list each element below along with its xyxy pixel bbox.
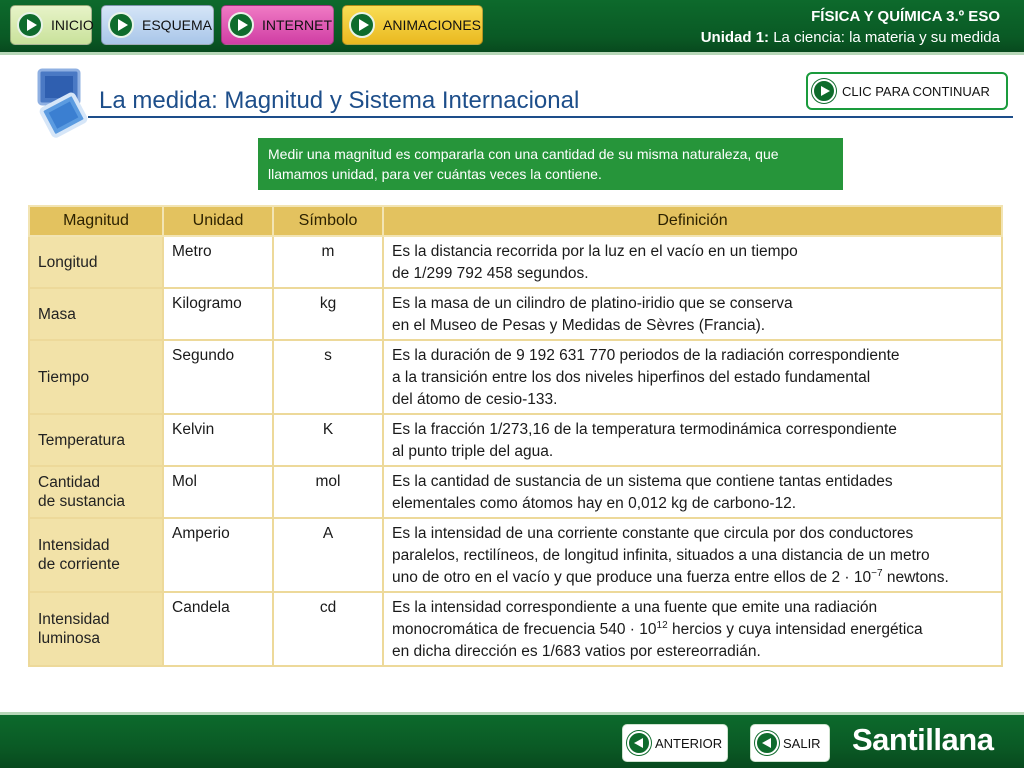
- exponent: 12: [656, 619, 668, 631]
- play-icon: [17, 12, 43, 38]
- definicion-line: en dicha dirección es 1/683 vatios por estereorradián.: [392, 643, 761, 660]
- unidad-cell: Segundo: [163, 340, 273, 414]
- brand-logo: Santillana: [852, 722, 994, 757]
- continue-label: CLIC PARA CONTINUAR: [842, 83, 990, 99]
- internet-button[interactable]: [221, 5, 334, 45]
- definicion-cell: [383, 236, 1002, 288]
- anterior-button[interactable]: [622, 724, 728, 762]
- definicion-line: Es la intensidad de una corriente constante que circula por dos conductores: [392, 525, 914, 542]
- si-units-table: [28, 205, 1003, 667]
- magnitud-cell: Masa: [29, 288, 163, 340]
- header-simbolo: Símbolo: [273, 206, 383, 236]
- definicion-line: de 1/299 792 458 segundos.: [392, 265, 589, 282]
- magnitud-line: Cantidad: [38, 474, 101, 491]
- magnitud-cell: [29, 592, 163, 666]
- header-magnitud: Magnitud: [29, 206, 163, 236]
- header-definicion: Definición: [383, 206, 1002, 236]
- back-arrow-icon: [627, 731, 651, 755]
- table-row: [29, 340, 1002, 414]
- table-row: [29, 288, 1002, 340]
- definicion-line: al punto triple del agua.: [392, 443, 554, 460]
- definicion-line: Es la cantidad de sustancia de un sistema que contiene tantas entidades: [392, 473, 893, 490]
- definicion-line: paralelos, rectilíneos, de longitud infinita, situados a una distancia de un metro: [392, 547, 930, 564]
- definicion-line: elementales como átomos hay en 0,012 kg de carbono-12.: [392, 495, 797, 512]
- definition-box: Medir una magnitud es compararla con una cantidad de su misma naturaleza, que llamamos unidad, para ver cuántas veces la contiene.: [258, 138, 843, 190]
- inicio-button[interactable]: [10, 5, 92, 45]
- definicion-line: Es la masa de un cilindro de platino-iridio que se conserva: [392, 295, 793, 312]
- table-row: [29, 414, 1002, 466]
- magnitud-line: Intensidad: [38, 611, 110, 628]
- inicio-label: INICIO: [51, 17, 94, 33]
- magnitud-cell: [29, 466, 163, 518]
- simbolo-cell: K: [273, 414, 383, 466]
- definicion-line: Es la distancia recorrida por la luz en el vacío en un tiempo: [392, 243, 798, 260]
- definicion-text: newtons.: [882, 569, 949, 586]
- definicion-line: a la transición entre los dos niveles hiperfinos del estado fundamental: [392, 369, 871, 386]
- magnitud-line: de corriente: [38, 556, 120, 573]
- course-info: [701, 7, 1000, 48]
- magnitud-line: de sustancia: [38, 493, 126, 510]
- simbolo-cell: s: [273, 340, 383, 414]
- definicion-text: monocromática de frecuencia 540 · 10: [392, 621, 657, 638]
- play-icon: [108, 12, 134, 38]
- top-bar-divider: [0, 52, 1024, 55]
- magnitud-cell: Temperatura: [29, 414, 163, 466]
- definicion-line: [392, 619, 993, 641]
- table-row: [29, 466, 1002, 518]
- animaciones-button[interactable]: [342, 5, 483, 45]
- esquema-label: ESQUEMA: [142, 17, 213, 33]
- unit-prefix: Unidad 1:: [700, 29, 770, 46]
- salir-button[interactable]: [750, 724, 830, 762]
- header-unidad: Unidad: [163, 206, 273, 236]
- table-row: [29, 236, 1002, 288]
- unit-title: La ciencia: la materia y su medida: [769, 29, 1000, 46]
- unidad-cell: Amperio: [163, 518, 273, 592]
- animaciones-label: ANIMACIONES: [383, 17, 482, 33]
- simbolo-cell: A: [273, 518, 383, 592]
- salir-label: SALIR: [783, 735, 821, 751]
- definicion-line: del átomo de cesio-133.: [392, 391, 558, 408]
- magnitud-cell: Tiempo: [29, 340, 163, 414]
- course-unit: [701, 27, 1000, 48]
- screens-icon: [36, 68, 92, 140]
- definicion-line: Es la fracción 1/273,16 de la temperatura termodinámica correspondiente: [392, 421, 897, 438]
- play-icon: [812, 79, 836, 103]
- definicion-cell: [383, 340, 1002, 414]
- unidad-cell: Kelvin: [163, 414, 273, 466]
- definicion-cell: [383, 414, 1002, 466]
- unidad-cell: Candela: [163, 592, 273, 666]
- simbolo-cell: mol: [273, 466, 383, 518]
- table-row: [29, 518, 1002, 592]
- definicion-text: hercios y cuya intensidad energética: [667, 621, 923, 638]
- simbolo-cell: m: [273, 236, 383, 288]
- unidad-cell: Mol: [163, 466, 273, 518]
- magnitud-line: Intensidad: [38, 537, 110, 554]
- table-header-row: [29, 206, 1002, 236]
- page-title: La medida: Magnitud y Sistema Internacional: [99, 87, 580, 114]
- definicion-line: Es la intensidad correspondiente a una fuente que emite una radiación: [392, 599, 878, 616]
- anterior-label: ANTERIOR: [655, 735, 723, 751]
- play-icon: [349, 12, 375, 38]
- unidad-cell: Metro: [163, 236, 273, 288]
- esquema-button[interactable]: [101, 5, 214, 45]
- definicion-line: Es la duración de 9 192 631 770 periodos de la radiación correspondiente: [392, 347, 900, 364]
- play-icon: [228, 12, 254, 38]
- magnitud-cell: Longitud: [29, 236, 163, 288]
- definicion-cell: [383, 288, 1002, 340]
- definicion-text: uno de otro en el vacío y que produce una fuerza entre ellos de 2 · 10: [392, 569, 872, 586]
- table-row: [29, 592, 1002, 666]
- magnitud-line: luminosa: [38, 630, 101, 647]
- back-arrow-icon: [755, 731, 779, 755]
- definicion-cell: [383, 592, 1002, 666]
- internet-label: INTERNET: [262, 17, 332, 33]
- definicion-cell: [383, 466, 1002, 518]
- exponent: −7: [871, 567, 883, 579]
- unidad-cell: Kilogramo: [163, 288, 273, 340]
- definicion-cell: [383, 518, 1002, 592]
- definicion-line: [392, 567, 993, 589]
- magnitud-cell: [29, 518, 163, 592]
- definicion-line: en el Museo de Pesas y Medidas de Sèvres (Francia).: [392, 317, 766, 334]
- simbolo-cell: kg: [273, 288, 383, 340]
- title-underline: [88, 116, 1013, 118]
- course-subject: FÍSICA Y QUÍMICA 3.º ESO: [811, 8, 1000, 25]
- continue-button[interactable]: [806, 72, 1008, 110]
- simbolo-cell: cd: [273, 592, 383, 666]
